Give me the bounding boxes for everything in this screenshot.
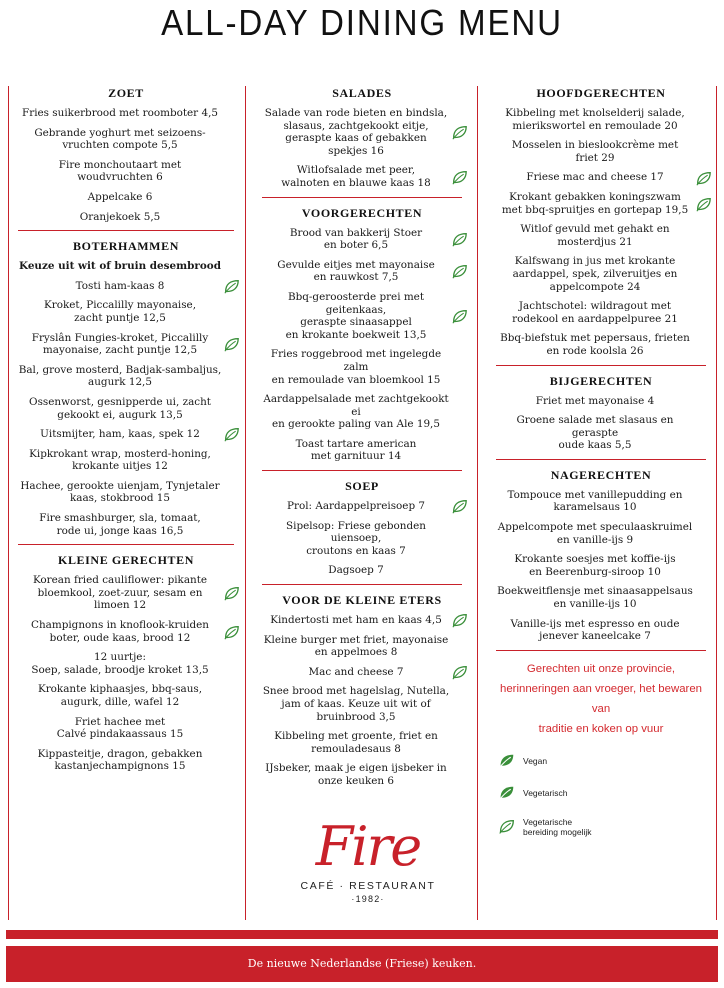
menu-item xyxy=(486,223,716,248)
leaf-solid-icon xyxy=(498,785,515,801)
menu-item xyxy=(486,107,716,132)
leaf-outline-icon xyxy=(498,819,515,835)
column-divider xyxy=(477,86,478,920)
menu-item xyxy=(486,521,716,546)
menu-item xyxy=(252,520,472,558)
menu-item-text: Kibbeling met groente, friet en remouladesaus 8 xyxy=(274,730,438,755)
menu-item xyxy=(486,191,716,216)
menu-item-text: Krokante soesjes met koffie-ijs en Beerenburg-siroop 10 xyxy=(514,553,676,578)
menu-item xyxy=(486,332,716,357)
menu-section xyxy=(8,86,244,223)
menu-item-text: Friese mac and cheese 17 xyxy=(526,171,664,184)
menu-item xyxy=(252,438,472,463)
menu-item-text: Toast tartare american met garnituur 14 xyxy=(295,437,417,463)
logo-year: ·1982· xyxy=(351,894,385,904)
menu-item xyxy=(8,332,244,357)
legend-row xyxy=(498,817,716,837)
menu-item-text: Uitsmijter, ham, kaas, spek 12 xyxy=(40,428,200,441)
leaf-icon xyxy=(695,171,712,186)
menu-item-text: Mosselen in bieslookcrème met friet 29 xyxy=(511,139,679,164)
page-title: ALL-DAY DINING MENU xyxy=(161,2,563,43)
legend-label: Vegan xyxy=(523,755,548,766)
leaf-icon xyxy=(223,337,240,352)
section-heading: NAGERECHTEN xyxy=(550,467,652,482)
section-heading: HOOFDGERECHTEN xyxy=(536,86,666,100)
menu-item xyxy=(8,651,244,676)
menu-item xyxy=(252,107,472,157)
menu-item xyxy=(8,480,244,505)
section-heading: VOORGERECHTEN xyxy=(301,205,423,220)
leaf-icon xyxy=(695,197,712,212)
menu-item xyxy=(8,211,244,224)
section-divider xyxy=(18,544,234,545)
menu-item xyxy=(252,164,472,189)
menu-section xyxy=(486,374,716,452)
column-divider xyxy=(716,86,717,920)
section-heading: SALADES xyxy=(332,86,392,100)
menu-item xyxy=(486,618,716,643)
section-divider xyxy=(18,230,234,231)
menu-item xyxy=(8,683,244,708)
legend xyxy=(486,753,716,837)
menu-item xyxy=(8,716,244,741)
menu-item xyxy=(8,512,244,537)
menu-item-text: Jachtschotel: wildragout met rodekool en aardappelpuree 21 xyxy=(512,300,678,325)
footer-stripe xyxy=(6,930,718,939)
menu-item-text: Friet hachee met Calvé pindakaassaus 15 xyxy=(56,715,184,741)
menu-section xyxy=(252,479,472,577)
menu-item-text: Fire smashburger, sla, tomaat, rode ui, jonge kaas 16,5 xyxy=(39,512,201,537)
leaf-icon xyxy=(451,309,468,324)
provincie-note: Gerechten uit onze provincie, herinneringen aan vroeger, het bewaren van traditie en koken op vuur xyxy=(499,662,702,735)
menu-item xyxy=(486,300,716,325)
section-divider xyxy=(496,365,706,366)
leaf-icon xyxy=(223,586,240,601)
legend-label: Vegetarische bereiding mogelijk xyxy=(523,816,592,837)
menu-item xyxy=(8,428,244,441)
section-divider xyxy=(262,470,462,471)
section-divider xyxy=(496,459,706,460)
logo-subtitle: CAFÉ · RESTAURANT xyxy=(300,880,436,892)
menu-item-text: Krokant gebakken koningszwam met bbq-spruitjes en gortepap 19,5 xyxy=(501,190,689,216)
menu-item-text: Gebrande yoghurt met seizoens- vruchten compote 5,5 xyxy=(34,126,206,152)
section-divider xyxy=(262,197,462,198)
leaf-icon xyxy=(451,665,468,680)
menu-item xyxy=(8,159,244,184)
menu-item xyxy=(252,730,472,755)
menu-item xyxy=(486,171,716,184)
legend-label: Vegetarisch xyxy=(523,787,568,798)
menu-item xyxy=(8,448,244,473)
menu-item-text: Tosti ham-kaas 8 xyxy=(75,279,165,292)
menu-item-text: Bbq-geroosterde prei met geitenkaas, geraspte sinaasappel en krokante boekweit 13,5 xyxy=(285,290,427,341)
menu-item-text: Friet met mayonaise 4 xyxy=(535,394,655,407)
menu-item-text: Kindertosti met ham en kaas 4,5 xyxy=(270,614,442,627)
menu-item-text: Mac and cheese 7 xyxy=(308,665,404,678)
menu-item-text: Ossenworst, gesnipperde ui, zacht gekookt ei, augurk 13,5 xyxy=(29,395,211,421)
menu-item-text: Appelcake 6 xyxy=(87,190,153,203)
leaf-icon xyxy=(451,125,468,140)
section-heading: ZOET xyxy=(108,86,144,100)
menu-item-text: IJsbeker, maak je eigen ijsbeker in onze keuken 6 xyxy=(265,762,447,787)
menu-item-text: Aardappelsalade met zachtgekookt ei en gerookte paling van Ale 19,5 xyxy=(263,393,449,431)
menu-item xyxy=(8,619,244,644)
menu-item-text: Fire monchoutaart met woudvruchten 6 xyxy=(58,158,182,184)
menu-item xyxy=(486,585,716,610)
menu-item xyxy=(252,348,472,386)
menu-item-text: Groene salade met slasaus en geraspte oude kaas 5,5 xyxy=(516,414,674,452)
menu-section xyxy=(252,593,472,788)
menu-item-text: Kippasteitje, dragon, gebakken kastanjechampignons 15 xyxy=(37,747,203,773)
menu-column-3 xyxy=(486,86,716,853)
fire-logo xyxy=(278,812,458,924)
section-heading: BOTERHAMMEN xyxy=(73,239,179,254)
menu-item xyxy=(8,396,244,421)
menu-item xyxy=(252,259,472,284)
menu-item-text: Oranjekoek 5,5 xyxy=(79,210,161,223)
menu-item xyxy=(252,227,472,252)
leaf-icon xyxy=(451,232,468,247)
menu-item-text: Bal, grove mosterd, Badjak-sambaljus, augurk 12,5 xyxy=(18,363,222,389)
menu-item-text: Appelcompote met speculaaskruimel en vanille-ijs 9 xyxy=(497,521,693,546)
menu-item xyxy=(252,634,472,659)
menu-item xyxy=(252,291,472,341)
menu-item xyxy=(8,127,244,152)
menu-item xyxy=(252,762,472,787)
menu-section xyxy=(8,553,244,773)
menu-item xyxy=(252,500,472,513)
menu-item xyxy=(486,414,716,452)
menu-item xyxy=(8,748,244,773)
menu-item-text: Fryslân Fungies-kroket, Piccalilly mayonaise, zacht puntje 12,5 xyxy=(31,331,209,357)
menu-item-text: Snee brood met hagelslag, Nutella, jam of kaas. Keuze uit wit of bruinbrood 3,5 xyxy=(262,685,450,723)
section-heading: KLEINE GERECHTEN xyxy=(58,553,194,568)
menu-item-text: Hachee, gerookte uienjam, Tynjetaler kaas, stokbrood 15 xyxy=(20,479,220,505)
menu-section xyxy=(8,239,244,537)
legend-row xyxy=(498,785,716,801)
menu-item-text: Keuze uit wit of bruin desembrood xyxy=(19,260,221,273)
menu-item-text: Kalfswang in jus met krokante aardappel, spek, zilveruitjes en appelcompote 24 xyxy=(512,255,678,293)
menu-item-text: Champignons in knoflook-kruiden boter, oude kaas, brood 12 xyxy=(31,619,209,644)
menu-item xyxy=(8,574,244,612)
menu-item-text: Prol: Aardappelpreisoep 7 xyxy=(286,500,426,513)
menu-item-text: Vanille-ijs met espresso en oude jenever kaneelcake 7 xyxy=(510,617,680,643)
menu-item-text: Witlofsalade met peer, walnoten en blauwe kaas 18 xyxy=(281,164,431,189)
menu-item xyxy=(252,614,472,627)
menu-item-text: Brood van bakkerij Stoer en boter 6,5 xyxy=(289,226,423,252)
leaf-icon xyxy=(223,279,240,294)
section-divider xyxy=(496,650,706,651)
menu-section xyxy=(252,86,472,190)
menu-item xyxy=(486,489,716,514)
menu-item-text: Fries roggebrood met ingelegde zalm en remoulade van bloemkool 15 xyxy=(270,348,442,386)
menu-section xyxy=(486,468,716,643)
menu-item xyxy=(486,139,716,164)
menu-item xyxy=(8,299,244,324)
menu-section xyxy=(252,206,472,464)
leaf-icon xyxy=(451,613,468,628)
menu-item xyxy=(8,280,244,293)
menu-section xyxy=(486,86,716,358)
menu-item xyxy=(486,553,716,578)
menu-item-text: Kroket, Piccalilly mayonaise, zacht puntje 12,5 xyxy=(44,299,196,324)
leaf-icon xyxy=(223,625,240,640)
menu-item xyxy=(8,107,244,120)
menu-item xyxy=(486,395,716,408)
logo-wordmark: Fire xyxy=(315,815,421,878)
menu-item-text: Sipelsop: Friese gebonden uiensoep, croutons en kaas 7 xyxy=(286,519,426,557)
section-heading: SOEP xyxy=(345,479,379,494)
footer-banner: De nieuwe Nederlandse (Friese) keuken. xyxy=(6,946,718,982)
leaf-solid-icon xyxy=(498,753,515,769)
menu-item xyxy=(252,666,472,679)
menu-item xyxy=(8,260,244,273)
menu-item-text: Dagsoep 7 xyxy=(328,564,384,577)
column-divider xyxy=(245,86,246,920)
menu-item xyxy=(252,685,472,723)
section-heading: VOOR DE KLEINE ETERS xyxy=(282,593,442,608)
menu-item-text: 12 uurtje: Soep, salade, broodje kroket 13,5 xyxy=(31,651,209,676)
leaf-icon xyxy=(451,499,468,514)
menu-column-1 xyxy=(8,86,244,780)
menu-item xyxy=(252,564,472,577)
leaf-icon xyxy=(223,427,240,442)
menu-item-text: Gevulde eitjes met mayonaise en rauwkost 7,5 xyxy=(277,258,435,284)
menu-item-text: Kleine burger met friet, mayonaise en appelmoes 8 xyxy=(263,633,449,659)
menu-item-text: Boekweitflensje met sinaasappelsaus en vanille-ijs 10 xyxy=(497,585,693,611)
menu-item xyxy=(8,191,244,204)
menu-item-text: Bbq-biefstuk met pepersaus, frieten en rode koolsla 26 xyxy=(500,332,690,357)
leaf-icon xyxy=(451,264,468,279)
section-heading: BIJGERECHTEN xyxy=(549,373,653,388)
menu-item-text: Korean fried cauliflower: pikante bloemkool, zoet-zuur, sesam en limoen 12 xyxy=(32,574,208,612)
menu-column-2 xyxy=(252,86,472,795)
menu-item-text: Fries suikerbrood met roomboter 4,5 xyxy=(22,107,218,119)
leaf-icon xyxy=(451,170,468,185)
menu-item xyxy=(252,393,472,431)
menu-item-text: Kibbeling met knolselderij salade, mierikswortel en remoulade 20 xyxy=(505,107,685,132)
menu-item-text: Tompouce met vanillepudding en karamelsaus 10 xyxy=(507,488,683,514)
menu-item xyxy=(486,255,716,293)
section-divider xyxy=(262,584,462,585)
menu-item-text: Kipkrokant wrap, mosterd-honing, krokante uitjes 12 xyxy=(29,447,211,473)
menu-item-text: Krokante kiphaasjes, bbq-saus, augurk, dille, wafel 12 xyxy=(37,683,203,708)
menu-item-text: Salade van rode bieten en bindsla, slasaus, zachtgekookt eitje, geraspte kaas of gebakken spekjes 16 xyxy=(264,107,448,157)
menu-item-text: Witlof gevuld met gehakt en mosterdjus 21 xyxy=(520,223,670,248)
legend-row xyxy=(498,753,716,769)
menu-item xyxy=(8,364,244,389)
